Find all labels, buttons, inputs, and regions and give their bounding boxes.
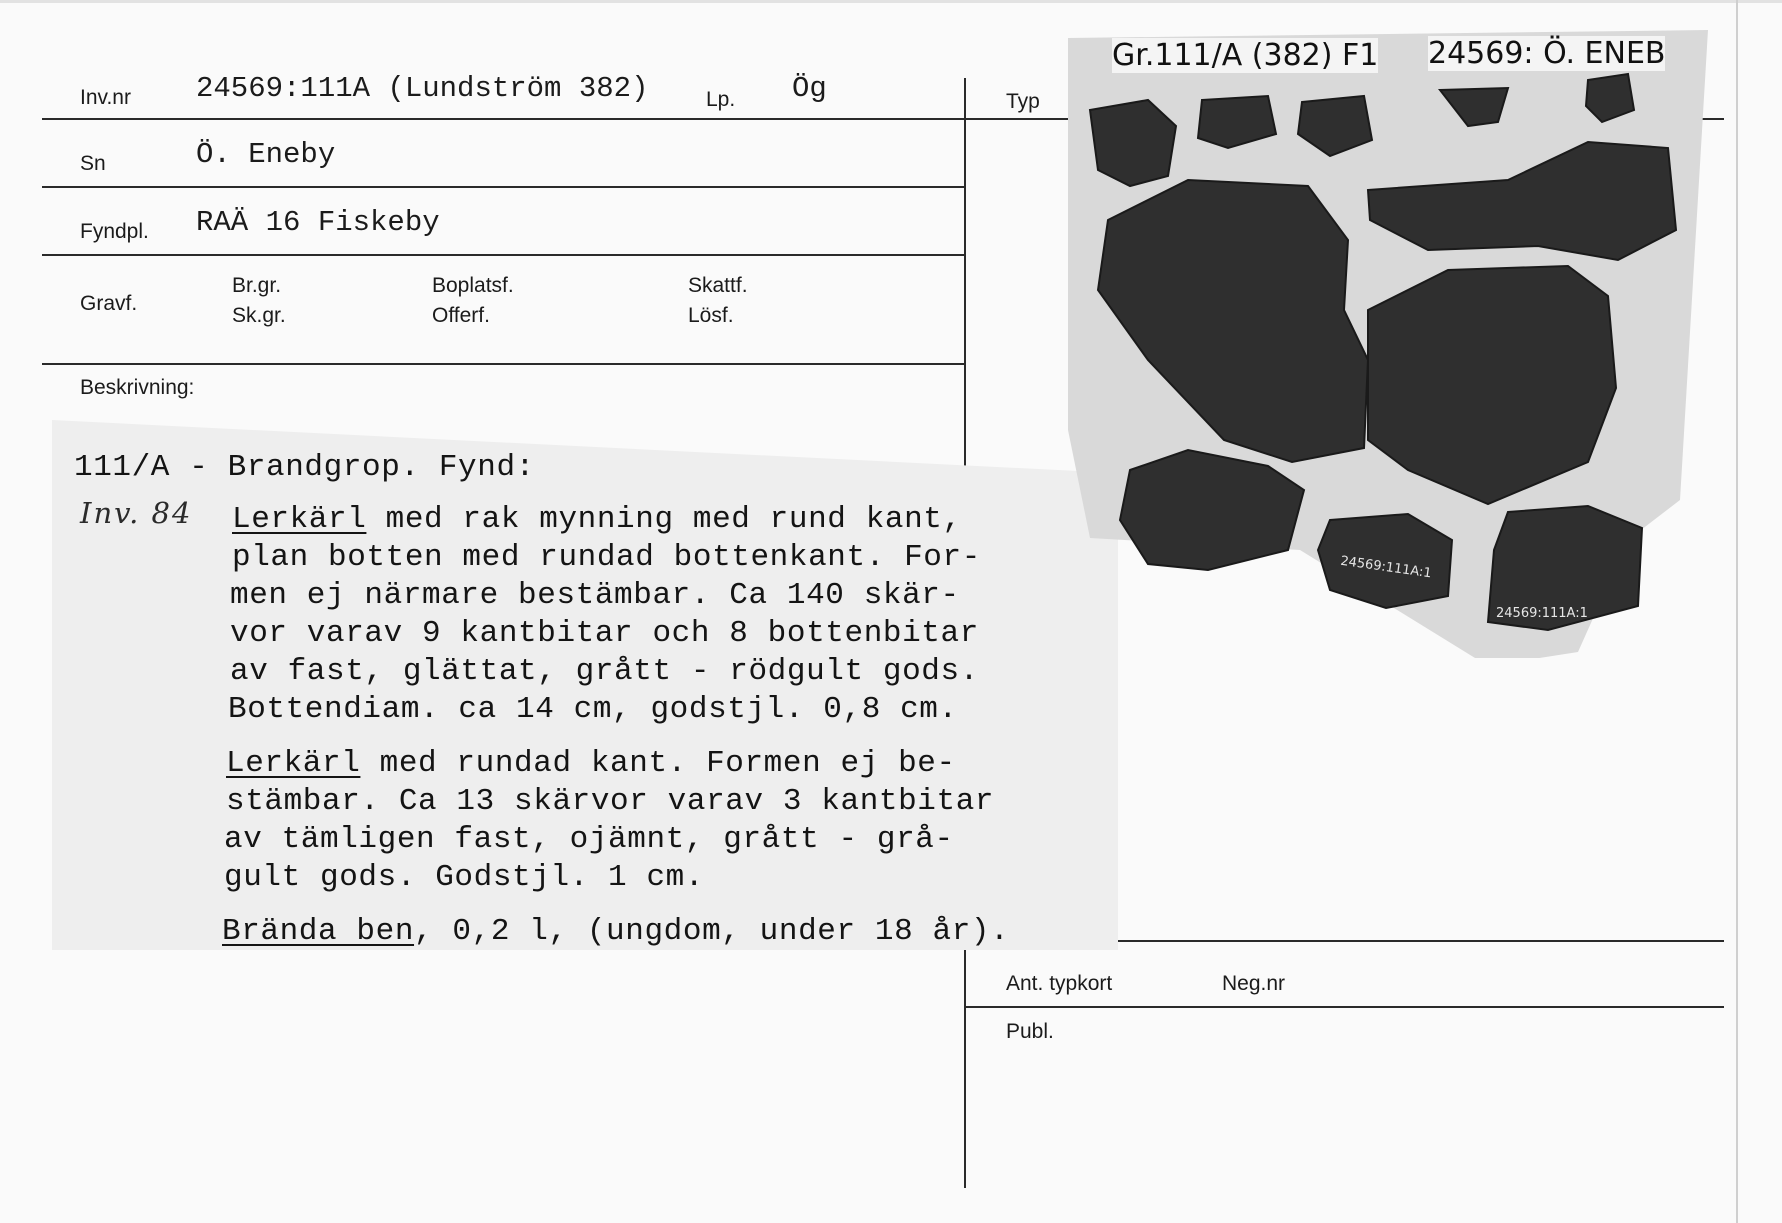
description-line: vor varav 9 kantbitar och 8 bottenbitar [230, 616, 979, 651]
typ-label: Typ [1006, 90, 1040, 113]
description-line: Lerkärl med rundad kant. Formen ej be- [226, 746, 956, 781]
lp-label: Lp. [706, 88, 736, 111]
sherd-tag: 24569:111A:1 [1496, 606, 1588, 621]
description-line: Bottendiam. ca 14 cm, godstjl. 0,8 cm. [228, 692, 958, 727]
description-line: av fast, glättat, grått - rödgult gods. [230, 654, 979, 689]
skattf-label: Skattf. [688, 274, 748, 297]
handwritten-inv-note: Inv. 84 [80, 496, 193, 530]
description-line: 111/A - Brandgrop. Fynd: [74, 450, 535, 485]
brgr-label: Br.gr. [232, 274, 282, 297]
gravf-label: Gravf. [80, 292, 138, 315]
publ-label: Publ. [1006, 1020, 1054, 1043]
invnr-value: 24569:111A (Lundström 382) [196, 72, 649, 105]
card-top-edge [0, 0, 1782, 3]
sn-label: Sn [80, 152, 106, 175]
description-line: av tämligen fast, ojämnt, grått - grå- [224, 822, 954, 857]
description-line: gult gods. Godstjl. 1 cm. [224, 860, 705, 895]
fyndpl-label: Fyndpl. [80, 220, 149, 243]
photo-label-left: Gr.111/A (382) F1 [1112, 38, 1379, 73]
sn-value: Ö. Eneby [196, 138, 336, 171]
card-right-edge [1736, 0, 1738, 1223]
fyndpl-value: RAÄ 16 Fiskeby [196, 206, 440, 239]
row-line-sn [42, 186, 964, 188]
description-line: plan botten med rundad bottenkant. For- [232, 540, 981, 575]
sherd-tag: 24569:111A:1 [1339, 553, 1433, 582]
lp-value: Ög [792, 72, 827, 105]
losf-label: Lösf. [688, 304, 734, 327]
invnr-label: Inv.nr [80, 86, 131, 109]
row-line-invnr [42, 118, 964, 120]
sherd [1090, 100, 1176, 186]
beskrivning-label: Beskrivning: [80, 376, 195, 399]
offerf-label: Offerf. [432, 304, 490, 327]
negnr-label: Neg.nr [1222, 972, 1286, 995]
boplatsf-label: Boplatsf. [432, 274, 514, 297]
description-line: Brända ben, 0,2 l, (ungdom, under 18 år). [222, 914, 1010, 949]
description-line: Lerkärl med rak mynning med rund kant, [232, 502, 962, 537]
skgr-label: Sk.gr. [232, 304, 286, 327]
description-line: stämbar. Ca 13 skärvor varav 3 kantbitar [226, 784, 995, 819]
description-line: men ej närmare bestämbar. Ca 140 skär- [230, 578, 960, 613]
row-line-fyndpl [42, 254, 964, 256]
ant-typkort-label: Ant. typkort [1006, 972, 1113, 995]
row-line-gravf [42, 363, 964, 365]
photo-label-right: 24569: Ö. ENEB [1428, 36, 1666, 71]
row-line-ant-typkort [964, 1006, 1724, 1008]
